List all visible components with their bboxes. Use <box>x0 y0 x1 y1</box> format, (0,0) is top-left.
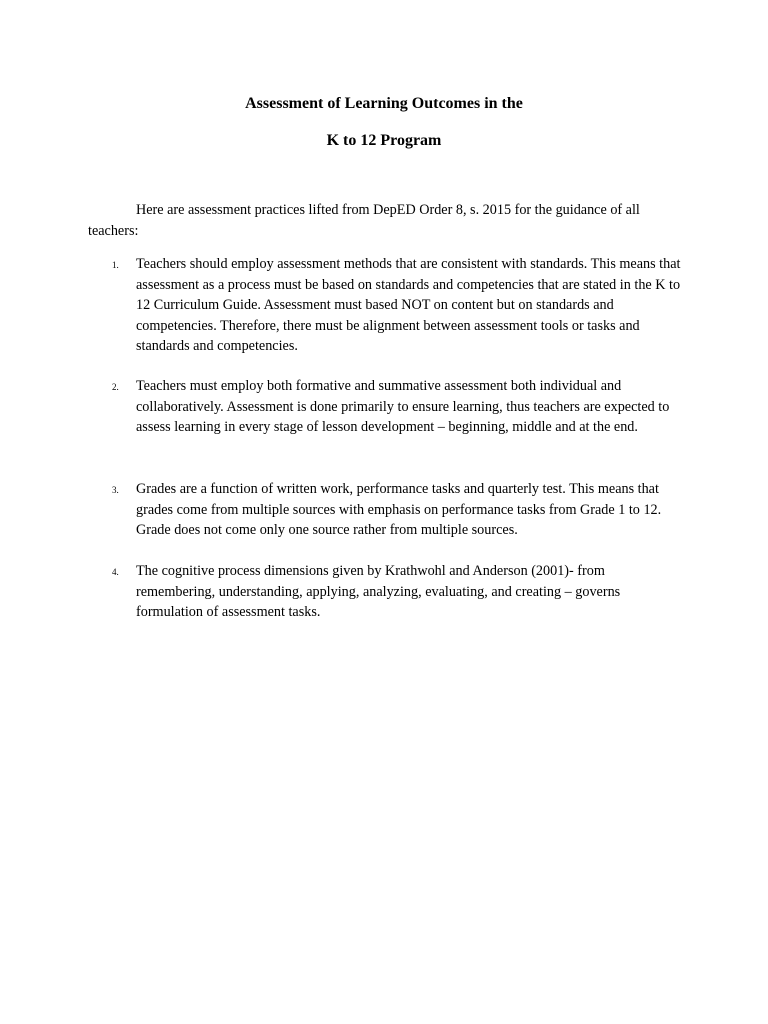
document-title-line-2: K to 12 Program <box>326 132 442 149</box>
intro-paragraph: Here are assessment practices lifted from DepED Order 8, s. 2015 for the guidance of all teachers: <box>88 202 640 239</box>
list-item-number: 3. <box>112 485 119 495</box>
list-item-text: Teachers must employ both formative and summative assessment both individual and collaboratively. Assessment is done primarily to ensure learning, thus teachers are expected to assess learning in every stage of lesson development – beginning, middle and at the end. <box>136 378 670 436</box>
list-item-text: Teachers should employ assessment methods that are consistent with standards. This means that assessment as a process must be based on standards and competencies that are stated in the K to 12 Curriculum Guide. Assessment must based NOT on content but on standards and competencies. Therefore, there must be alignment between assessment tools or tasks and standards and competencies. <box>136 256 681 355</box>
list-item-number: 1. <box>112 260 119 270</box>
document-title-line-1: Assessment of Learning Outcomes in the <box>245 95 523 112</box>
list-item-text: The cognitive process dimensions given by Krathwohl and Anderson (2001)- from remembering, understanding, applying, analyzing, evaluating, and creating – governs formulation of assessment tasks. <box>136 563 621 621</box>
list-item-text: Grades are a function of written work, performance tasks and quarterly test. This means that grades come from multiple sources with emphasis on performance tasks from Grade 1 to 12. Grade does not come only one source rather from multiple sources. <box>136 481 662 539</box>
list-item-number: 2. <box>112 382 119 392</box>
list-item-number: 4. <box>112 567 119 577</box>
